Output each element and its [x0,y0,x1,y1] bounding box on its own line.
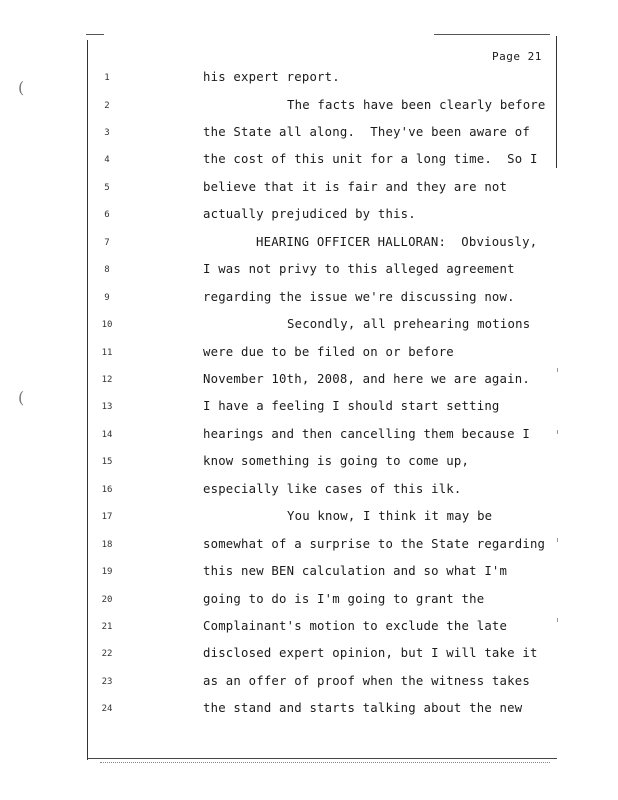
page-number: Page 21 [492,50,542,63]
transcript-line [0,646,618,666]
line-text: especially like cases of this ilk. [203,481,462,496]
transcript-line [0,207,618,227]
line-number: 11 [101,347,113,358]
line-number: 24 [101,704,113,715]
line-text: somewhat of a surprise to the State regarding [203,536,546,551]
line-text: Secondly, all prehearing motions [287,317,531,331]
line-number: 15 [101,457,113,468]
top-rule [434,34,550,35]
line-number: 17 [101,512,113,523]
line-text: HEARING OFFICER HALLORAN: Obviously, [256,234,538,249]
transcript-line [0,317,618,337]
line-number: 23 [101,676,113,687]
line-number: 8 [104,265,110,276]
transcript-line [0,701,618,721]
transcript-line [0,345,618,365]
transcript-line [0,454,618,474]
line-text: the stand and starts talking about the new [203,701,523,716]
line-number: 7 [104,237,110,248]
line-number: 6 [104,210,110,221]
line-number: 16 [101,484,113,495]
line-number: 1 [104,73,110,83]
transcript-line [0,674,618,694]
line-number: 5 [104,182,110,193]
transcript-line [0,290,618,310]
transcript-line [0,70,618,90]
line-text: regarding the issue we're discussing now. [203,289,515,304]
transcript-line [0,509,618,529]
line-text: believe that it is fair and they are not [203,179,508,194]
line-text: disclosed expert opinion, but I will take it [203,646,538,661]
line-text: going to do is I'm going to grant the [203,591,485,606]
transcript-line [0,125,618,145]
line-text: Complainant's motion to exclude the late [203,619,508,633]
line-text: I have a feeling I should start setting [203,399,500,414]
line-text: the State all along. They've been aware of [203,124,530,139]
line-text: as an offer of proof when the witness takes [203,673,530,688]
transcript-line [0,537,618,557]
transcript-line [0,152,618,172]
line-number: 18 [101,539,113,550]
line-number: 13 [101,402,113,413]
transcript-line [0,619,618,639]
bottom-rule [87,758,557,759]
line-number: 10 [101,320,113,330]
transcript-line [0,98,618,118]
line-number: 12 [101,374,113,385]
line-text: actually prejudiced by this. [203,207,416,222]
line-number: 22 [101,649,113,660]
line-text: were due to be filed on or before [203,344,454,359]
line-text: November 10th, 2008, and here we are again. [203,371,530,386]
line-number: 2 [104,100,110,111]
line-text: this new BEN calculation and so what I'm [203,564,508,579]
line-number: 19 [101,567,113,578]
transcript-line [0,427,618,447]
line-number: 9 [104,292,110,303]
line-text: his expert report. [203,70,340,84]
line-text: hearings and then cancelling them because I [203,426,530,441]
line-number: 3 [104,127,110,138]
bottom-scan-noise [100,762,550,765]
transcript-line [0,235,618,255]
top-left-mark [86,34,104,35]
line-number: 14 [101,429,113,440]
transcript-line [0,399,618,419]
hole-punch-mark-middle: ( [18,388,25,407]
line-text: I was not privy to this alleged agreement [203,262,515,277]
transcript-line [0,564,618,584]
line-text: You know, I think it may be [287,509,493,524]
line-number: 4 [104,155,110,166]
line-text: the cost of this unit for a long time. So I [203,152,538,167]
hole-punch-mark-top: ( [18,78,25,97]
transcript-line [0,180,618,200]
line-text: The facts have been clearly before [287,97,546,112]
line-number: 20 [101,594,113,605]
transcript-line [0,262,618,282]
line-number: 21 [101,622,113,632]
transcript-line [0,372,618,392]
transcript-line [0,482,618,502]
line-text: know something is going to come up, [203,454,470,469]
transcript-line [0,592,618,612]
